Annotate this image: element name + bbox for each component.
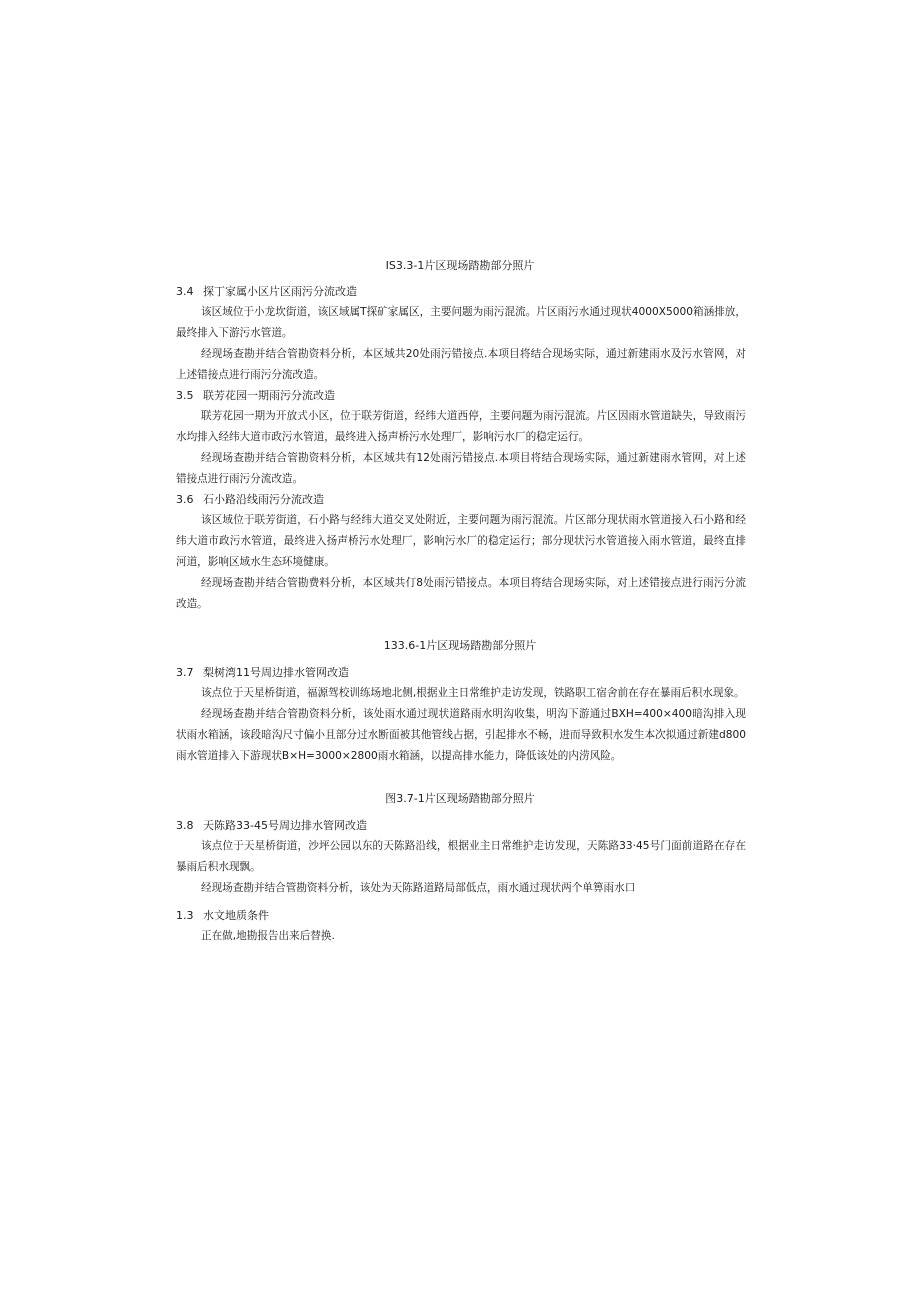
- paragraph-3-6-1: 该区域位于联芳街道，石小路与经纬大道交叉处附近，主要问题为雨污混流。片区部分现状雨水管道接入石小路和经纬大道市政污水管道，最终进入扬声桥污水处理厂，影响污水厂的稳定运行；部分现状污水管道接入雨水管道，最终直排河道，影响区域水生态环境健康。: [176, 514, 746, 568]
- paragraph-3-7-1: 该点位于天星桥街道，福源驾校训练场地北侧,根据业主日常维护走访发现，铁路职工宿舍前在存在暴雨后积水现象。: [201, 687, 745, 699]
- section-number: 1.3: [176, 909, 194, 922]
- paragraph-3-6-2: 经现场查勘并结合管勘费料分析，本区域共仃8处雨污错接点。本项目将结合现场实际，对上述错接点进行雨污分流改造。: [176, 577, 746, 610]
- section-number: 3.4: [176, 285, 194, 298]
- figure-caption-3-3: IS3.3-1片区现场踏勘部分照片: [385, 259, 535, 272]
- figure-caption-3-7: 图3.7-1片区现场踏勘部分照片: [385, 792, 535, 805]
- section-title: 联芳花园一期雨污分流改造: [203, 389, 335, 402]
- section-number: 3.8: [176, 819, 194, 832]
- section-title: 梨树湾11号周边排水管网改造: [203, 666, 349, 679]
- paragraph-3-7-2: 经现场查勘并结合管勘资料分析，该处雨水通过现状道路雨水明沟收集，明沟下游通过BXH=400×400暗沟排入现状雨水箱涵，该段暗沟尺寸偏小且部分过水断面被其他管线占据，引起排水不畅，进而导致积水发生本次拟通过新建d800雨水管道排入下游现状B×H=3000×2800雨水箱涵，以提高排水能力，降低该处的内涝风险。: [176, 708, 746, 762]
- section-heading-3-4: [176, 285, 357, 299]
- paragraph-3-5-1: 联芳花园一期为开放式小区，位于联芳街道，经纬大道西停，主要问题为雨污混流。片区因雨水管道缺失，导致雨污水均排入经纬大道市政污水管道，最终进入扬声桥污水处理厂，影响污水厂的稳定运行。: [176, 410, 746, 443]
- paragraph-3-4-1: 该区域位于小龙坎街道，该区域属T探矿家属区，主要问题为雨污混流。片区雨污水通过现状4000X5000箱涵排放，最终排入下游污水管道。: [176, 306, 746, 339]
- paragraph-1-3-1: 正在做,地勘报告出来后替换.: [201, 930, 335, 942]
- paragraph-3-4-2: 经现场查勘并结合管勘资料分析，本区域共20处雨污错接点.本项目将结合现场实际，通过新建雨水及污水管网，对上述错接点进行雨污分流改造。: [176, 348, 746, 381]
- paragraph-3-8-2: 经现场查勘并结合管勘资料分析，该处为天陈路道路局部低点，雨水通过现状两个单箅雨水口: [201, 882, 636, 894]
- section-title: 水文地质条件: [203, 909, 269, 922]
- paragraph-3-5-2: 经现场查勘并结合管勘资料分析，本区域共有12处雨污错接点.本项目将结合现场实际，通过新建雨水管网，对上述错接点进行雨污分流改造。: [176, 452, 746, 485]
- figure-caption-3-6: 133.6-1片区现场踏勘部分照片: [383, 639, 537, 652]
- section-title: 石小路沿线雨污分流改造: [203, 493, 324, 506]
- section-number: 3.5: [176, 389, 194, 402]
- section-heading-3-8: [176, 819, 367, 833]
- section-heading-3-7: [176, 666, 349, 680]
- section-heading-3-5: [176, 389, 335, 403]
- section-title: 天陈路33-45号周边排水管网改造: [203, 819, 367, 832]
- section-number: 3.6: [176, 493, 194, 506]
- section-number: 3.7: [176, 666, 194, 679]
- section-title: 探丁家属小区片区雨污分流改造: [203, 285, 357, 298]
- paragraph-3-8-1: 该点位于天星桥街道，沙坪公园以东的天陈路沿线，根据业主日常维护走访发现，天陈路33·45号门面前道路在存在暴雨后积水现飘。: [176, 840, 746, 873]
- section-heading-1-3: [176, 909, 269, 923]
- section-heading-3-6: [176, 493, 324, 507]
